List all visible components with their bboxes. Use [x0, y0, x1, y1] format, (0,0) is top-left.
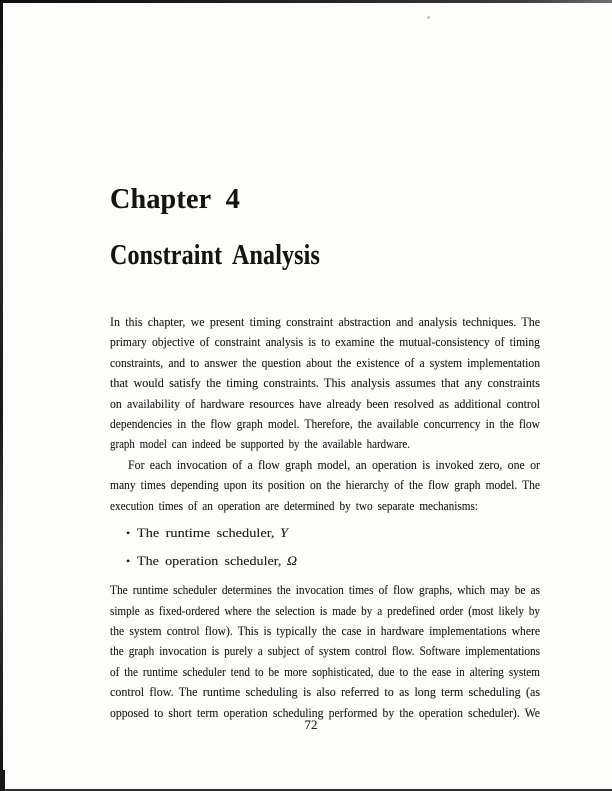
bullet-text: The runtime scheduler,	[137, 525, 275, 541]
page-number: 72	[304, 717, 318, 732]
scan-edge-top	[0, 0, 612, 3]
scan-speck	[427, 16, 430, 19]
text-line	[110, 682, 540, 702]
bullet-item	[110, 523, 540, 543]
bullet-text: The operation scheduler,	[137, 553, 282, 569]
text-line-content: many times depending upon its position on the hierarchy of the flow graph model. The	[110, 477, 540, 493]
text-line	[110, 414, 540, 434]
text-line	[110, 434, 540, 454]
text-line	[110, 394, 540, 414]
text-line-content: control flow. The runtime scheduling is also referred to as long term scheduling (as	[110, 684, 540, 700]
text-line	[110, 601, 540, 621]
paragraph-3	[110, 580, 540, 723]
paragraph-2	[110, 455, 540, 516]
bullet-item	[110, 551, 540, 571]
bullet-content	[137, 523, 288, 543]
body-text	[110, 312, 540, 723]
text-line-content: on availability of hardware resources have already been resolved as additional control	[110, 395, 540, 411]
bullet-dot-icon: •	[126, 526, 131, 541]
text-line	[110, 332, 540, 352]
text-line-content: The runtime scheduler determines the invocation times of flow graphs, which may be as	[110, 582, 540, 598]
text-line-content: execution times of an operation are determined by two separate mechanisms:	[110, 497, 478, 513]
bullet-content	[137, 551, 297, 571]
text-line	[110, 641, 540, 661]
chapter-title	[110, 239, 364, 271]
text-line-content: that would satisfy the timing constraints. This analysis assumes that any constraints	[110, 375, 540, 391]
text-line	[110, 373, 540, 393]
text-line	[110, 662, 540, 682]
runtime-scheduler-symbol: Υ	[280, 525, 288, 541]
text-line-content: primary objective of constraint analysis is to examine the mutual-consistency of timing	[110, 334, 540, 350]
text-line	[110, 580, 540, 600]
text-line	[110, 496, 540, 516]
scan-mark-bottom-left	[0, 770, 5, 791]
text-line-content: of the runtime scheduler tend to be more sophisticated, due to the ease in altering system	[110, 663, 540, 679]
text-line-content: the graph invocation is purely a subject of system control flow. Software implementations	[110, 643, 540, 659]
chapter-heading	[110, 183, 244, 215]
text-line	[110, 312, 540, 332]
text-line-content: simple as fixed-ordered where the selection is made by a predefined order (most likely by	[110, 602, 540, 618]
chapter-heading-text: Chapter 4	[110, 183, 240, 215]
bullet-list	[110, 523, 540, 571]
scan-edge-left	[0, 0, 3, 791]
text-line	[110, 455, 540, 475]
text-line-content: In this chapter, we present timing constraint abstraction and analysis techniques. The	[110, 314, 540, 329]
paragraph-1	[110, 312, 540, 455]
chapter-title-text: Constraint Analysis	[110, 239, 320, 271]
text-line-content: constraints, and to answer the question about the existence of a system implementation	[110, 354, 540, 370]
text-line-content: graph model can indeed be supported by the available hardware.	[110, 436, 410, 452]
text-line-content: dependencies in the flow graph model. Therefore, the available concurrency in the flow	[110, 415, 540, 431]
text-line	[110, 475, 540, 495]
text-line-content: the system control flow). This is typically the case in hardware implementations where	[110, 623, 540, 639]
bullet-dot-icon: •	[126, 554, 131, 569]
text-line-content: opposed to short term operation scheduling performed by the operation scheduler). We	[110, 704, 540, 720]
text-line	[110, 353, 540, 373]
operation-scheduler-symbol: Ω	[286, 553, 297, 569]
text-line-content: For each invocation of a flow graph model, an operation is invoked zero, one or	[128, 456, 540, 472]
text-line	[110, 621, 540, 641]
